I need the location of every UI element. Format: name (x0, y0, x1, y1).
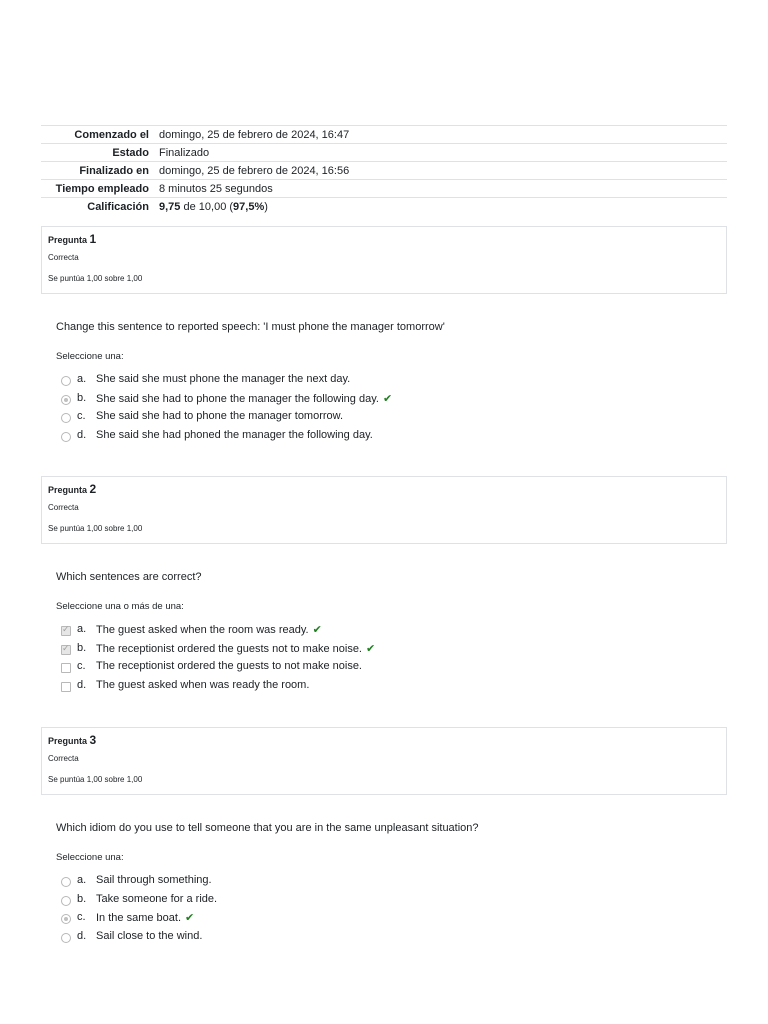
answer-letter: c. (77, 911, 86, 923)
answer-option[interactable] (61, 429, 661, 445)
answer-option[interactable] (61, 392, 661, 408)
answer-letter: a. (77, 373, 87, 385)
answer-text: Sail through something. (96, 874, 212, 886)
check-icon: ✔ (382, 392, 393, 405)
summary-row-finished (41, 162, 727, 180)
checkbox-input[interactable] (61, 682, 71, 692)
answer-option[interactable] (61, 642, 661, 658)
question-label: Pregunta (48, 736, 88, 746)
question-number-value: 1 (89, 232, 97, 246)
grade-score: 9,75 (159, 200, 181, 213)
grade-of-text: de (180, 200, 199, 213)
radio-input[interactable] (61, 877, 71, 887)
radio-input[interactable] (61, 395, 71, 405)
answer-text: She said she had to phone the manager tomorrow. (96, 410, 344, 422)
question-info-box (41, 727, 727, 795)
answer-letter: c. (77, 410, 86, 422)
summary-row-started (41, 126, 727, 144)
answer-prompt: Seleccione una: (56, 852, 124, 863)
summary-label: Tiempo empleado (55, 182, 149, 195)
question-number-value: 2 (89, 482, 97, 496)
answer-option[interactable] (61, 911, 661, 927)
radio-input[interactable] (61, 896, 71, 906)
answer-text: The receptionist ordered the guests not to make noise. (96, 642, 362, 655)
question-text: Which idiom do you use to tell someone that you are in the same unpleasant situation? (56, 822, 479, 834)
answer-letter: d. (77, 428, 87, 441)
answer-letter: b. (77, 641, 87, 654)
answer-option[interactable] (61, 893, 661, 909)
check-icon: ✔ (185, 912, 195, 924)
answer-option[interactable] (61, 373, 661, 389)
answer-option[interactable] (61, 623, 661, 639)
answer-option[interactable] (61, 660, 661, 676)
question-state: Correcta (48, 253, 79, 262)
answer-letter: b. (77, 391, 87, 404)
question-info-box (41, 226, 727, 294)
radio-input[interactable] (61, 914, 71, 924)
radio-input[interactable] (61, 376, 71, 386)
summary-value: domingo, 25 de febrero de 2024, 16:56 (159, 164, 350, 177)
answer-text: She said she had phoned the manager the following day. (96, 428, 373, 441)
answer-option[interactable] (61, 410, 661, 426)
question-grade: Se puntúa 1,00 sobre 1,00 (48, 274, 143, 283)
answer-letter: c. (77, 660, 86, 672)
question-text: Which sentences are correct? (56, 571, 202, 583)
answer-letter: a. (77, 623, 87, 635)
question-number (48, 232, 96, 246)
question-text: Change this sentence to reported speech: 'I must phone the manager tomorrow' (56, 321, 445, 333)
answer-text: Take someone for a ride. (96, 892, 218, 905)
summary-label: Comenzado el (74, 128, 149, 141)
answer-text: She said she must phone the manager the next day. (96, 373, 351, 385)
question-info-box (41, 476, 727, 544)
summary-row-grade (41, 198, 727, 216)
answer-prompt: Seleccione una: (56, 351, 124, 362)
checkbox-input[interactable] (61, 663, 71, 673)
question-state: Correcta (48, 503, 79, 512)
answer-prompt: Seleccione una o más de una: (56, 601, 184, 612)
radio-input[interactable] (61, 413, 71, 423)
answer-option[interactable] (61, 874, 661, 890)
answer-letter: d. (77, 929, 87, 942)
answer-text: She said she had to phone the manager the following day. (96, 392, 379, 405)
grade-max: 10,00 (198, 200, 227, 213)
check-icon: ✔ (366, 642, 376, 655)
answer-text: In the same boat. (96, 912, 181, 924)
summary-value: Finalizado (159, 146, 210, 159)
answer-text: The guest asked when was ready the room. (96, 678, 310, 691)
radio-input[interactable] (61, 933, 71, 943)
summary-label: Finalizado en (79, 164, 149, 177)
answer-text: The guest asked when the room was ready. (96, 624, 309, 636)
question-number (48, 733, 96, 747)
question-label: Pregunta (48, 235, 88, 245)
answer-letter: d. (77, 678, 87, 691)
answer-option[interactable] (61, 679, 661, 695)
check-icon: ✔ (312, 624, 322, 636)
question-grade: Se puntúa 1,00 sobre 1,00 (48, 775, 143, 784)
summary-label: Estado (112, 146, 149, 159)
answer-text: Sail close to the wind. (96, 929, 203, 942)
summary-value: 8 minutos 25 segundos (159, 182, 273, 195)
grade-percent: 97,5% (233, 200, 265, 213)
checkbox-input[interactable] (61, 626, 71, 636)
question-label: Pregunta (48, 485, 88, 495)
summary-row-state (41, 144, 727, 162)
question-grade: Se puntúa 1,00 sobre 1,00 (48, 524, 143, 533)
question-state: Correcta (48, 754, 79, 763)
checkbox-input[interactable] (61, 645, 71, 655)
summary-value: 9,75 de 10,00 (97,5%) (159, 200, 268, 213)
answer-letter: a. (77, 874, 87, 886)
question-number (48, 482, 96, 496)
attempt-summary-table (41, 125, 727, 216)
summary-value: domingo, 25 de febrero de 2024, 16:47 (159, 128, 350, 141)
answer-option[interactable] (61, 930, 661, 946)
radio-input[interactable] (61, 432, 71, 442)
answer-text: The receptionist ordered the guests to not make noise. (96, 660, 362, 672)
answer-letter: b. (77, 892, 87, 905)
summary-label: Calificación (87, 200, 149, 213)
summary-row-time-taken (41, 180, 727, 198)
question-number-value: 3 (89, 733, 97, 747)
